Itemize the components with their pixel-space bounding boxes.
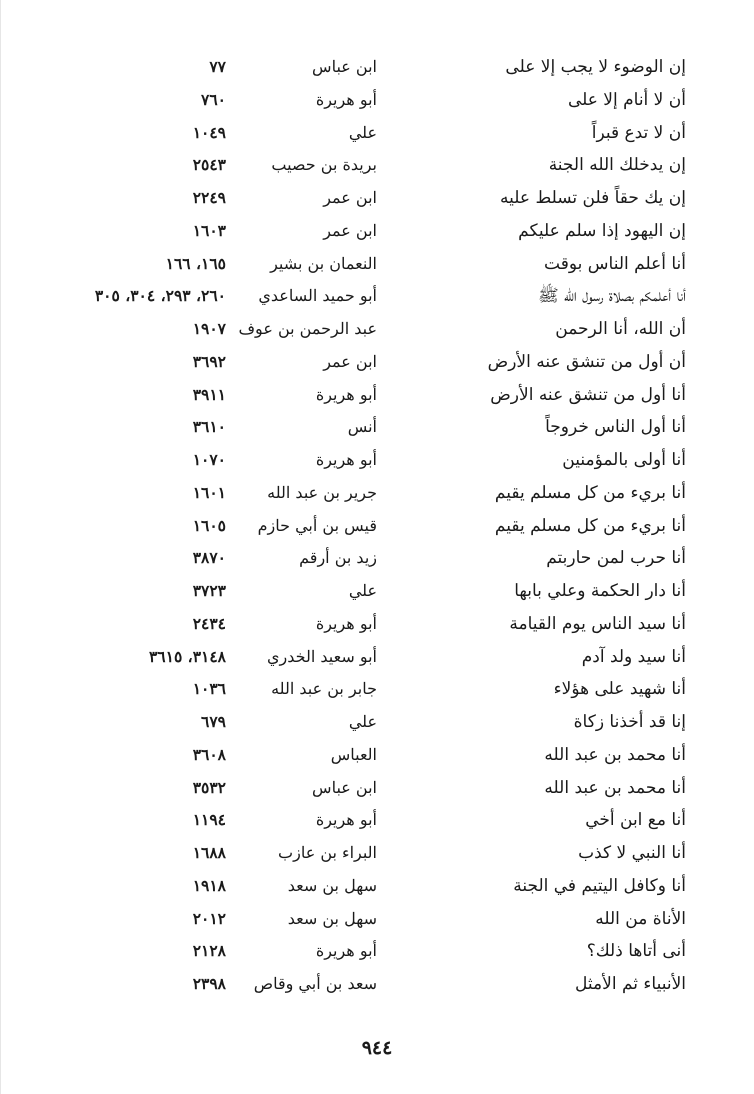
narrator-name: أنس <box>347 417 377 437</box>
hadith-text: أنا سيد الناس يوم القيامة <box>509 613 686 634</box>
hadith-numbers: ٣٦٠٨ <box>192 744 226 764</box>
hadith-numbers: ٢٠١٢ <box>192 908 226 928</box>
index-row <box>0 248 754 281</box>
index-row <box>0 706 754 739</box>
hadith-numbers: ١٦٠٥ <box>192 515 226 535</box>
hadith-numbers: ١٠٧٠ <box>192 450 226 469</box>
hadith-numbers: ٣١٤٨، ٣٦١٥ <box>148 646 226 666</box>
page-number: ٩٤٤ <box>361 1037 393 1059</box>
index-row <box>0 772 754 805</box>
hadith-numbers: ٣٩١١ <box>192 384 226 404</box>
narrator-name: علي <box>348 712 377 731</box>
narrator-name: ابن عمر <box>323 351 377 371</box>
hadith-text: أنا أول من تنشق عنه الأرض <box>490 384 686 405</box>
index-row <box>0 837 754 870</box>
hadith-text: أنا محمد بن عبد الله <box>544 744 686 765</box>
index-row <box>0 510 754 543</box>
narrator-name: العباس <box>330 744 377 764</box>
index-row <box>0 903 754 936</box>
index-row <box>0 379 754 412</box>
index-row <box>0 149 754 182</box>
narrator-name: علي <box>348 122 377 142</box>
index-row <box>0 739 754 772</box>
hadith-numbers: ٧٧ <box>209 57 226 76</box>
hadith-numbers: ٢٣٩٨ <box>192 974 226 993</box>
hadith-numbers: ١٦٠١ <box>192 482 226 502</box>
hadith-numbers: ١٠٣٦ <box>192 679 226 699</box>
narrator-name: ابن عباس <box>312 777 377 797</box>
hadith-text: أنا أعلمكم بصلاة رسول الله ﷺ <box>538 286 686 307</box>
narrator-name: سهل بن سعد <box>287 875 377 895</box>
hadith-numbers: ٣٥٣٢ <box>192 777 226 797</box>
hadith-numbers: ١١٩٤ <box>192 810 226 830</box>
hadith-text: الأنبياء ثم الأمثل <box>575 974 686 994</box>
hadith-text: أنا حرب لمن حاربتم <box>546 548 686 569</box>
narrator-name: سعد بن أبي وقاص <box>253 974 377 993</box>
hadith-text: أنا بريء من كل مسلم يقيم <box>494 482 686 503</box>
hadith-text: أنا محمد بن عبد الله <box>544 777 686 798</box>
narrator-name: زيد بن أرقم <box>299 548 377 568</box>
hadith-numbers: ١٦٥، ١٦٦ <box>165 253 226 273</box>
hadith-text: إن يدخلك الله الجنة <box>548 155 686 176</box>
index-row <box>0 444 754 477</box>
index-row <box>0 477 754 510</box>
hadith-numbers: ١٩١٨ <box>192 875 226 895</box>
hadith-text: أنا شهيد على هؤلاء <box>553 679 686 700</box>
hadith-numbers: ٢٤٣٤ <box>192 613 226 633</box>
narrator-name: أبو هريرة <box>315 810 377 830</box>
narrator-name: أبو سعيد الخدري <box>267 646 377 666</box>
hadith-numbers: ١٦٨٨ <box>192 843 226 862</box>
narrator-name: أبو هريرة <box>315 450 377 469</box>
hadith-text: إن يك حقاً فلن تسلط عليه <box>500 188 686 208</box>
hadith-text: أنا أعلم الناس بوقت <box>544 253 686 274</box>
narrator-name: ابن عباس <box>312 57 377 76</box>
hadith-text: أنا مع ابن أخي <box>585 810 686 831</box>
narrator-name: عبد الرحمن بن عوف <box>238 319 377 338</box>
hadith-text: أنا دار الحكمة وعلي بابها <box>514 581 686 601</box>
hadith-text: أنا وكافل اليتيم في الجنة <box>513 875 686 896</box>
narrator-name: أبو هريرة <box>315 89 377 109</box>
index-row <box>0 117 754 150</box>
hadith-text: أن أول من تنشق عنه الأرض <box>487 351 686 372</box>
hadith-text: أنا النبي لا كذب <box>578 843 686 863</box>
index-row <box>0 411 754 444</box>
index-row <box>0 313 754 346</box>
index-row <box>0 84 754 117</box>
hadith-numbers: ٣٦٩٢ <box>192 351 226 371</box>
hadith-numbers: ٣٦١٠ <box>192 417 226 437</box>
index-row <box>0 673 754 706</box>
hadith-text: الأناة من الله <box>595 908 686 929</box>
index-row <box>0 346 754 379</box>
index-row <box>0 641 754 674</box>
hadith-numbers: ٢٦٠، ٢٩٣، ٣٠٤، ٣٠٥ <box>94 286 226 306</box>
hadith-numbers: ١٩٠٧ <box>192 319 226 338</box>
index-row <box>0 280 754 313</box>
narrator-name: النعمان بن بشير <box>270 253 377 273</box>
hadith-text: أن لا تدع قبراً <box>591 122 686 143</box>
hadith-text: إن الوضوء لا يجب إلا على <box>505 57 686 77</box>
narrator-name: قيس بن أبي حازم <box>257 515 377 535</box>
hadith-numbers: ١٦٠٣ <box>192 220 226 240</box>
hadith-numbers: ٧٦٠ <box>201 89 226 109</box>
narrator-name: أبو هريرة <box>315 613 377 633</box>
index-row <box>0 968 754 1001</box>
index-row <box>0 804 754 837</box>
index-row <box>0 51 754 84</box>
hadith-text: أن الله، أنا الرحمن <box>555 319 686 339</box>
narrator-name: علي <box>348 581 377 600</box>
hadith-numbers: ٢١٢٨ <box>192 941 226 961</box>
index-row <box>0 182 754 215</box>
narrator-name: سهل بن سعد <box>287 908 377 928</box>
narrator-name: أبو هريرة <box>315 941 377 961</box>
hadith-index-list <box>0 51 754 1001</box>
hadith-text: إن اليهود إذا سلم عليكم <box>518 220 686 241</box>
hadith-text: أنا أولى بالمؤمنين <box>562 450 686 470</box>
narrator-name: البراء بن عازب <box>278 843 377 862</box>
index-row <box>0 215 754 248</box>
index-row <box>0 935 754 968</box>
hadith-text: أن لا أنام إلا على <box>567 89 686 110</box>
narrator-name: أبو حميد الساعدي <box>258 286 377 306</box>
narrator-name: ابن عمر <box>323 188 377 207</box>
hadith-text: أنا سيد ولد آدم <box>581 646 686 667</box>
index-row <box>0 608 754 641</box>
narrator-name: أبو هريرة <box>315 384 377 404</box>
hadith-text: أنا أول الناس خروجاً <box>545 417 686 438</box>
hadith-numbers: ١٠٤٩ <box>192 122 226 142</box>
hadith-text: إنا قد أخذنا زكاة <box>573 712 686 732</box>
narrator-name: جابر بن عبد الله <box>271 679 377 699</box>
hadith-numbers: ٣٧٢٣ <box>192 581 226 600</box>
hadith-text: أنا بريء من كل مسلم يقيم <box>494 515 686 536</box>
index-row <box>0 542 754 575</box>
hadith-numbers: ٣٨٧٠ <box>192 548 226 568</box>
index-row <box>0 870 754 903</box>
hadith-numbers: ٦٧٩ <box>201 712 226 731</box>
index-row <box>0 575 754 608</box>
narrator-name: بريدة بن حصيب <box>271 155 377 175</box>
narrator-name: جرير بن عبد الله <box>267 482 377 502</box>
hadith-text: أنى أتاها ذلك؟ <box>586 941 686 962</box>
hadith-numbers: ٢٥٤٣ <box>192 155 226 175</box>
hadith-numbers: ٢٢٤٩ <box>192 188 226 207</box>
narrator-name: ابن عمر <box>323 220 377 240</box>
